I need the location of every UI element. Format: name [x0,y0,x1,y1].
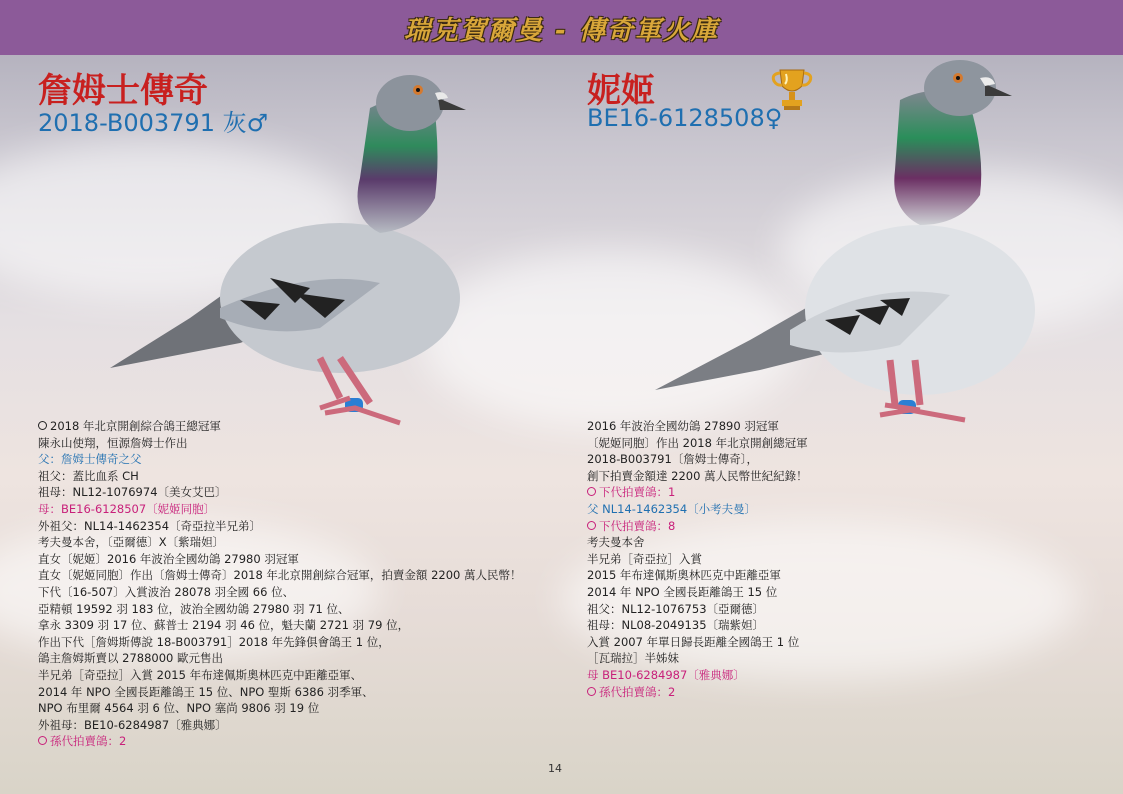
header-title: 瑞克賀爾曼 - 傳奇軍火庫 [404,16,719,46]
right-line: 2018-B003791〔詹姆士傳奇〕， [587,452,759,467]
right-line: 父 NL14-1462354〔小考夫曼〕 [587,501,757,516]
right-line: 母 BE10-6284987〔雅典娜〕 [587,667,745,682]
right-ring-number: BE16-6128508♀ [587,104,783,132]
left-line: 作出下代［詹姆斯傳說 18-B003791］2018 年先鋒俱會鴿王 1 位， [38,634,390,649]
bullet-icon [587,687,596,696]
left-line: 祖母：NL12-1076974〔美女艾巴〕 [38,485,227,500]
header-bar [0,0,1123,55]
right-line: 祖母：NL08-2049135〔瑞紫妲〕 [587,618,765,633]
bullet-icon [38,421,47,430]
right-line: 2014 年 NPO 全國長距離鴿王 15 位 [587,584,778,599]
right-line: 入賞 2007 年單日歸長距離全國鴿王 1 位 [587,634,800,649]
left-line: 半兄弟［奇亞拉］入賞 2015 年布達佩斯奧林匹克中距離亞軍、 [38,667,363,682]
left-line: 鴿主詹姆斯賣以 2788000 歐元售出 [38,651,224,666]
left-line: 拿永 3309 羽 17 位、蘇普士 2194 羽 46 位，魁夫蘭 2721 羽 79 位， [38,618,410,633]
left-line: 孫代拍賣鴿：2 [38,733,558,750]
left-line: 下代〔16-507〕入賞波治 28078 羽全國 66 位、 [38,584,295,599]
left-line: 考夫曼本舍，〔亞爾德〕X〔紫瑞妲〕 [38,535,225,550]
left-line: 外祖母：BE10-6284987〔雅典娜〕 [38,717,227,732]
right-line: 2015 年布達佩斯奧林匹克中距離亞軍 [587,568,781,583]
left-line: 2018 年北京開創綜合鴿王總冠軍 [38,418,558,435]
left-line: 父：詹姆士傳奇之父 [38,452,142,467]
right-line: 考夫曼本舍 [587,535,645,550]
right-line: 祖父：NL12-1076753〔亞爾德〕 [587,601,765,616]
left-ring-number: 2018-B003791 灰♂ [38,109,269,137]
left-pedigree-text [38,418,558,750]
bullet-icon [38,736,47,745]
right-line: 創下拍賣金額達 2200 萬人民幣世紀紀錄！ [587,468,808,483]
right-line: ［瓦瑞拉］半姊妹 [587,651,679,666]
right-line: 〔妮姬同胞〕作出 2018 年北京開創總冠軍 [587,435,808,450]
bullet-icon [587,521,596,530]
left-line: 直女〔妮姬〕2016 年波治全國幼鴿 27980 羽冠軍 [38,551,299,566]
right-line: 2016 年波治全國幼鴿 27890 羽冠軍 [587,419,779,433]
bullet-icon [587,487,596,496]
left-line: 祖父：蓋比血系 CH [38,468,139,483]
left-line: 外祖父：NL14-1462354〔奇亞拉半兄弟〕 [38,518,262,533]
left-line: 2014 年 NPO 全國長距離鴿王 15 位、NPO 聖斯 6386 羽季軍、 [38,684,374,699]
right-line: 下代拍賣鴿：1 [587,484,1087,501]
left-line: 陳永山使翔，恒源詹姆士作出 [38,435,188,450]
left-line: 亞精頓 19592 羽 183 位，波治全國幼鴿 27980 羽 71 位、 [38,601,350,616]
left-line: NPO 布里爾 4564 羽 6 位、NPO 塞尚 9806 羽 19 位 [38,701,320,716]
page-number: 14 [548,762,562,775]
left-line: 母：BE16-6128507〔妮姬同胞〕 [38,501,216,516]
right-line: 下代拍賣鴿：8 [587,518,1087,535]
left-pigeon-name: 詹姆士傳奇 [38,71,208,111]
right-line: 孫代拍賣鴿：2 [587,684,1087,701]
right-pigeon-name: 妮姬 [587,71,655,111]
right-pedigree-text [587,418,1087,700]
left-line: 直女〔妮姬同胞〕作出〔詹姆士傳奇〕2018 年北京開創綜合冠軍，拍賣金額 2200 萬人民幣！ [38,568,522,583]
right-line: 半兄弟［奇亞拉］入賞 [587,551,702,566]
